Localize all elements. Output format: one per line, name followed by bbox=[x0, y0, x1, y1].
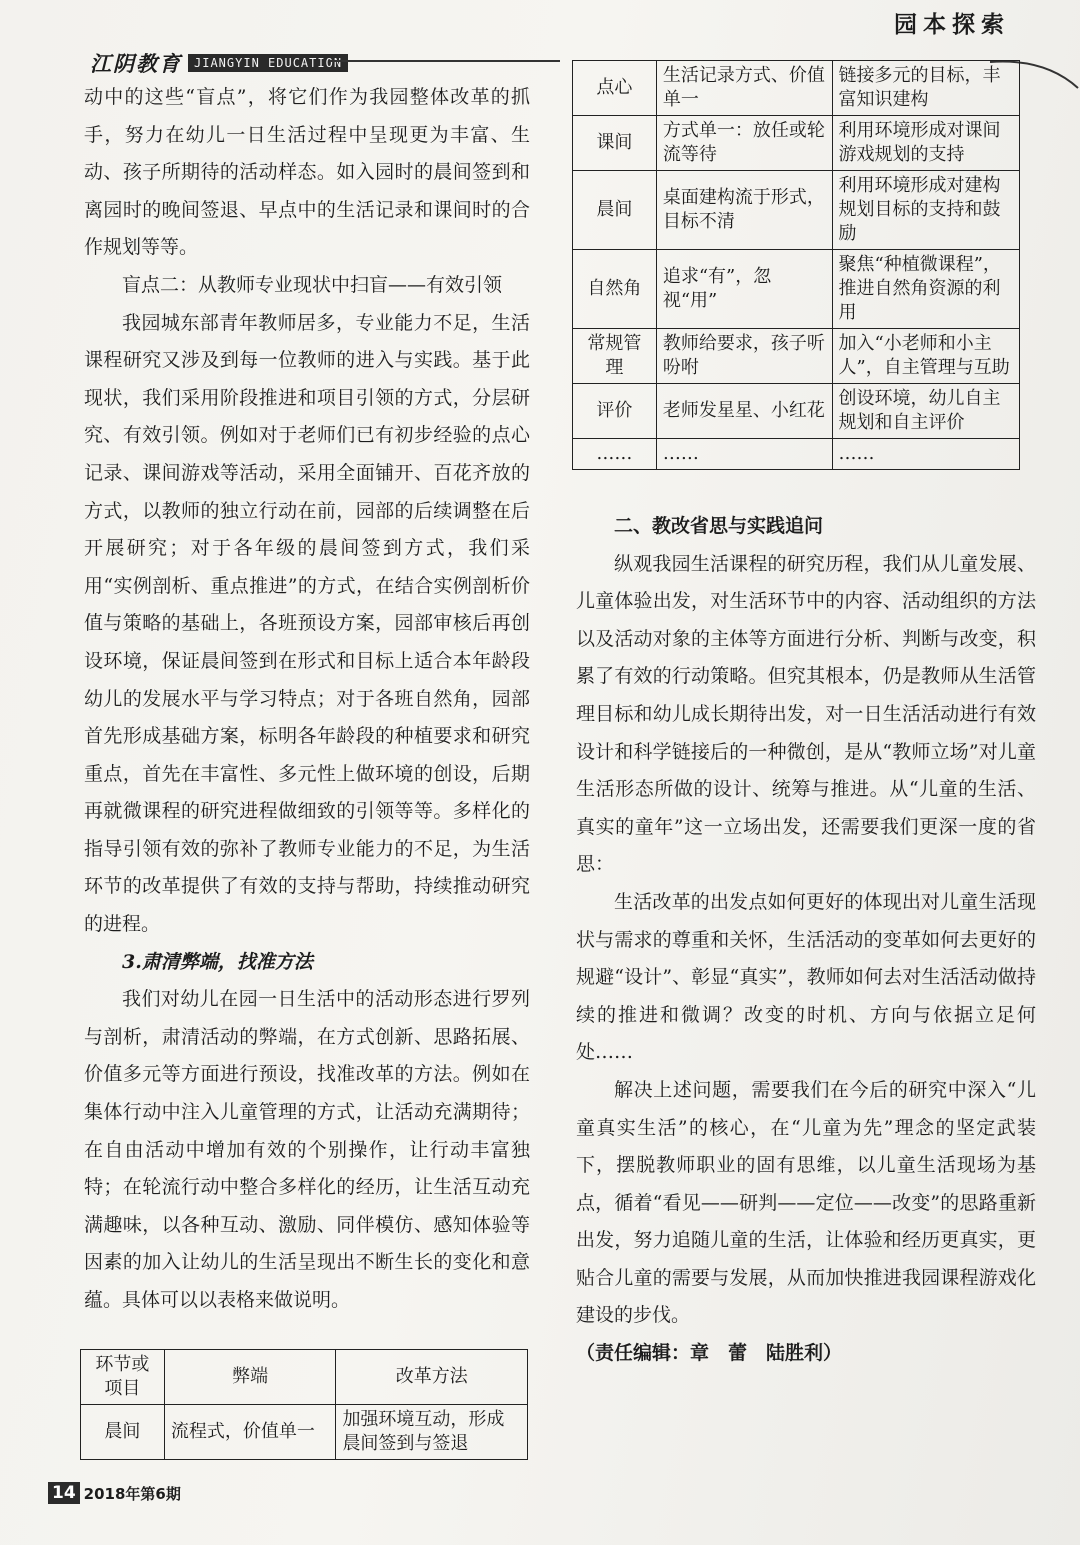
masthead bbox=[90, 48, 348, 78]
table-cell: 追求“有”，忽视“用” bbox=[656, 250, 832, 329]
table-cell: 加入“小老师和小主人”，自主管理与互助 bbox=[832, 329, 1020, 384]
section-heading-2: 二、教改省思与实践追问 bbox=[614, 515, 824, 537]
table-row bbox=[573, 384, 1020, 439]
table-row bbox=[573, 250, 1020, 329]
paragraph: 我园城东部青年教师居多，专业能力不足，生活课程研究又涉及到每一位教师的进入与实践。基于此现状，我们采用阶段推进和项目引领的方式，分层研究、有效引领。例如对于老师们已有初步经验的点心记录、课间游戏等活动，采用全面铺开、百花齐放的方式，以教师的独立行动在前，园部的后续调整在后开展研究；对于各年级的晨间签到方式，我们采用“实例剖析、重点推进”的方式，在结合实例剖析价值与策略的基础上，各班预设方案，园部审核后再创设环境，保证晨间签到在形式和目标上适合本年龄段幼儿的发展水平与学习特点；对于各班自然角，园部首先形成基础方案，标明各年龄段的种植要求和研究重点，首先在丰富性、多元性上做环境的创设，后期再就微课程的研究进程做细致的引领等等。多样化的指导引领有效的弥补了教师专业能力的不足，为生活环节的改革提供了有效的支持与帮助，持续推动研究的进程。 bbox=[84, 311, 530, 936]
masthead-english: JIANGYIN EDUCATION bbox=[188, 54, 348, 72]
table-cell: 桌面建构流于形式，目标不清 bbox=[656, 171, 832, 250]
table-row bbox=[573, 329, 1020, 384]
table-cell: 流程式，价值单一 bbox=[164, 1405, 336, 1460]
table-cell: 评价 bbox=[573, 384, 657, 439]
reform-table-continued bbox=[572, 60, 1020, 470]
table-cell: …… bbox=[832, 439, 1020, 470]
right-column bbox=[576, 508, 1036, 1373]
table-row bbox=[573, 116, 1020, 171]
paragraph: 解决上述问题，需要我们在今后的研究中深入“儿童真实生活”的核心，在“儿童为先”理念的坚定武装下，摆脱教师职业的固有思维，以儿童生活现场为基点，循着“看见——研判——定位——改变”的思路重新出发，努力追随儿童的生活，让体验和经历更真实，更贴合儿童的需要与发展，从而加快推进我园课程游戏化建设的步伐。 bbox=[576, 1078, 1036, 1327]
paragraph: 纵观我园生活课程的研究历程，我们从儿童发展、儿童体验出发，对生活环节中的内容、活动组织的方法以及活动对象的主体等方面进行分析、判断与改变，积累了有效的行动策略。但究其根本，仍是教师从生活管理目标和幼儿成长期待出发，对一日生活活动进行有效设计和科学链接后的一种微创，是从“教师立场”对儿童生活形态所做的设计、统筹与推进。从“儿童的生活、真实的童年”这一立场出发，还需要我们更深一度的省思： bbox=[576, 552, 1036, 876]
table-cell: 加强环境互动，形成晨间签到与签退 bbox=[336, 1405, 528, 1460]
table-cell: 晨间 bbox=[81, 1405, 165, 1460]
issue-label: 2018年第6期 bbox=[83, 1484, 181, 1503]
section-title: 园本探索 bbox=[894, 11, 1010, 38]
table-header-row bbox=[81, 1350, 528, 1405]
subheading-blind-spot-two: 盲点二：从教师专业现状中扫盲——有效引领 bbox=[122, 273, 503, 296]
table-cell: 生活记录方式、价值单一 bbox=[656, 61, 832, 116]
page-number: 14 bbox=[48, 1482, 80, 1504]
paragraph: 动中的这些“盲点”，将它们作为我园整体改革的抓手，努力在幼儿一日生活过程中呈现更为丰富、生动、孩子所期待的活动样态。如入园时的晨间签到和离园时的晚间签退、早点中的生活记录和课间时的合作规划等等。 bbox=[84, 86, 530, 259]
table-cell: …… bbox=[656, 439, 832, 470]
paragraph: 我们对幼儿在园一日生活中的活动形态进行罗列与剖析，肃清活动的弊端，在方式创新、思路拓展、价值多元等方面进行预设，找准改革的方法。例如在集体行动中注入儿童管理的方式，让活动充满期待；在自由活动中增加有效的个别操作，让行动丰富独特；在轮流行动中整合多样化的经历，让生活互动充满趣味，以各种互动、激励、同伴模仿、感知体验等因素的加入让幼儿的生活呈现出不断生长的变化和意蕴。具体可以以表格来做说明。 bbox=[84, 988, 530, 1311]
masthead-title: 江阴教育 bbox=[90, 51, 182, 76]
table-cell: 利用环境形成对课间游戏规划的支持 bbox=[832, 116, 1020, 171]
table-row bbox=[573, 439, 1020, 470]
left-column bbox=[84, 79, 530, 1320]
table-header-cell: 改革方法 bbox=[336, 1350, 528, 1405]
table-cell: 聚焦“种植微课程”，推进自然角资源的利用 bbox=[832, 250, 1020, 329]
table-cell: 点心 bbox=[573, 61, 657, 116]
table-row bbox=[573, 61, 1020, 116]
table-cell: 方式单一：放任或轮流等待 bbox=[656, 116, 832, 171]
page-footer bbox=[48, 1482, 181, 1504]
table-cell: 利用环境形成对建构规划目标的支持和鼓励 bbox=[832, 171, 1020, 250]
table-cell: 链接多元的目标，丰富知识建构 bbox=[832, 61, 1020, 116]
table-header-cell: 环节或项目 bbox=[81, 1350, 165, 1405]
table-cell: 晨间 bbox=[573, 171, 657, 250]
table-cell: 自然角 bbox=[573, 250, 657, 329]
table-row bbox=[573, 171, 1020, 250]
reform-table bbox=[80, 1349, 528, 1460]
table-cell: …… bbox=[573, 439, 657, 470]
table-cell: 老师发星星、小红花 bbox=[656, 384, 832, 439]
table-header-cell: 弊端 bbox=[164, 1350, 336, 1405]
table-cell: 课间 bbox=[573, 116, 657, 171]
paragraph: 生活改革的出发点如何更好的体现出对儿童生活现状与需求的尊重和关怀，生活活动的变革如何去更好的规避“设计”、彰显“真实”，教师如何去对生活活动做持续的推进和微调？改变的时机、方向与依据立足何处…… bbox=[576, 890, 1036, 1064]
subheading-3: 3.肃清弊端，找准方法 bbox=[122, 950, 313, 973]
table-cell: 创设环境，幼儿自主规划和自主评价 bbox=[832, 384, 1020, 439]
header-rule bbox=[330, 60, 560, 62]
table-cell: 常规管理 bbox=[573, 329, 657, 384]
editor-credit: （责任编辑：章 蕾 陆胜利） bbox=[576, 1342, 843, 1365]
reform-table-continued-body bbox=[573, 61, 1020, 470]
table-cell: 教师给要求，孩子听吩咐 bbox=[656, 329, 832, 384]
table-row bbox=[81, 1405, 528, 1460]
